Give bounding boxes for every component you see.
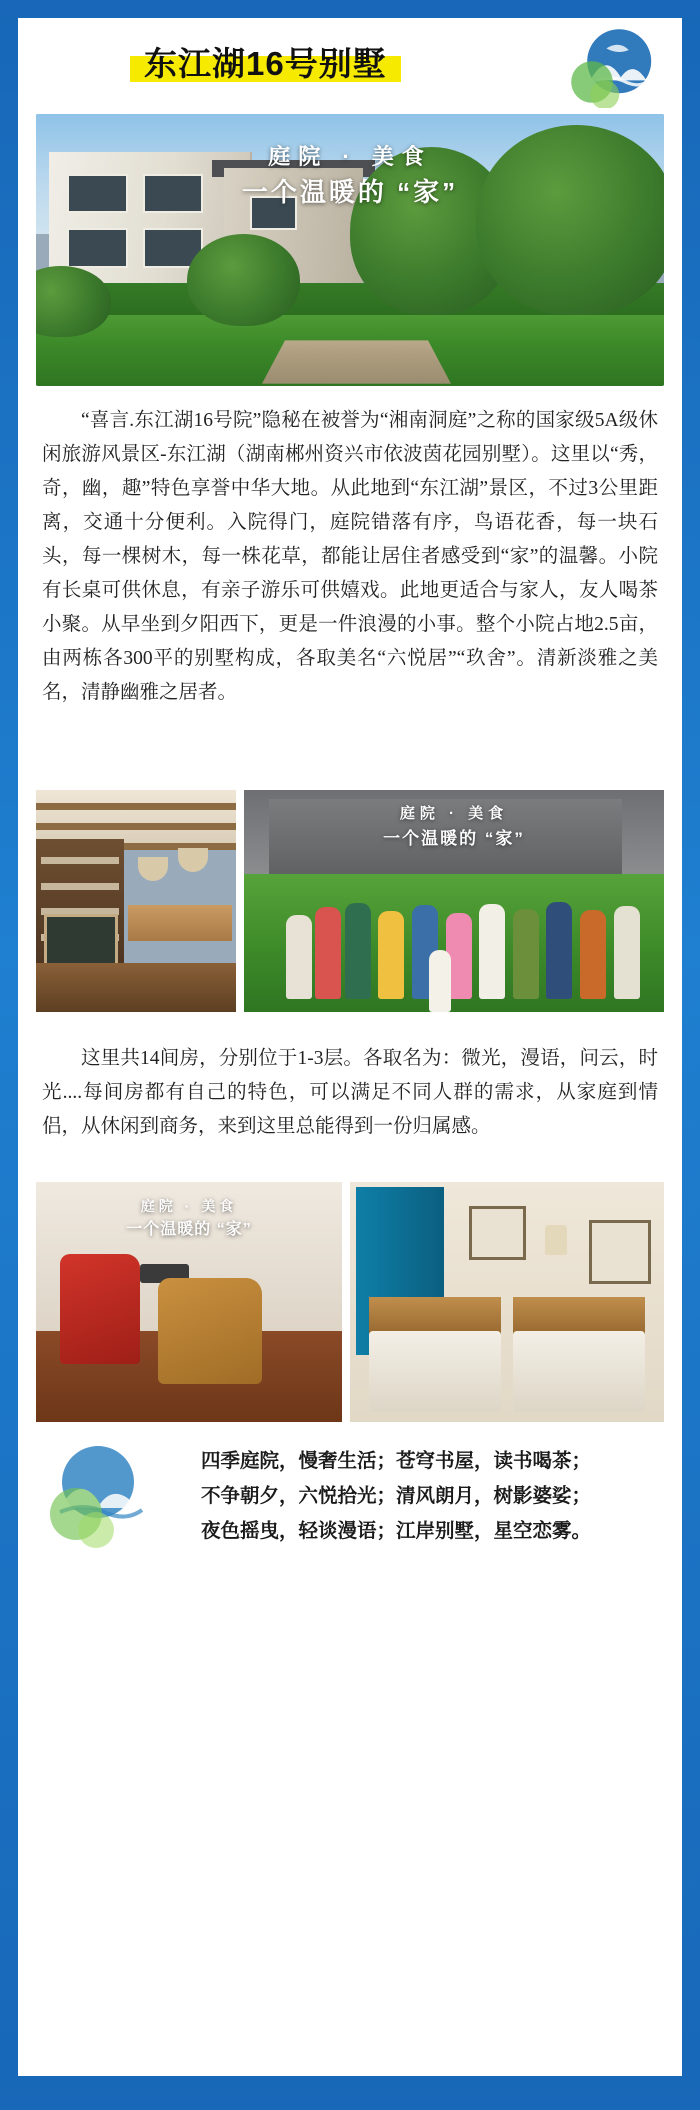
lounge-caption-line2: 一个温暖的 “家” [126,1221,252,1238]
gallery-row-1 [36,790,664,1012]
child-figure [513,909,539,999]
child-figure [546,902,572,999]
hero-shrub [187,234,300,326]
child-figure [580,910,606,999]
hero-window [143,174,204,213]
wall-picture [589,1220,652,1284]
building [269,799,622,879]
wooden-rocking-chair [158,1278,262,1384]
floor [36,963,236,1012]
lawn-caption-line2: 一个温暖的 “家” [383,829,525,848]
long-table [128,905,232,941]
page-title [130,34,401,91]
rooms-paragraph: 这里共14间房，分别位于1-3层。各取名为：微光，漫语，问云，时光....每间房都有自己的特色，可以满足不同人群的需求，从家庭到情侣，从休闲到商务，来到这里总能得到一份归属感。 [42,1048,658,1137]
title-text: 东江湖16号别墅 [144,45,387,82]
hero-caption-line2: 一个温暖的 “家” [241,177,459,207]
intro-paragraph: “喜言.东江湖16号院”隐秘在被誉为“湘南洞庭”之称的国家级5A级休闲旅游风景区-东江湖（湖南郴州资兴市依波茵花园别墅）。这里以“秀，奇，幽，趣”特色享誉中华大地。从此地到“东江湖”景区，不过3公里距离，交通十分便利。入院得门，庭院错落有序，鸟语花香，每一块石头，每一棵树木，每一株花草，都能让居住者感受到“家”的温馨。小院有长桌可供休息，有亲子游乐可供嬉戏。此地更适合与家人，友人喝茶小聚。从早坐到夕阳西下，更是一件浪漫的小事。整个小院占地2.5亩，由两栋各300平的别墅构成，各取美名“六悦居”“玖舍”。清新淡雅之美名，清静幽雅之居者。 [42,410,658,703]
ceiling-beam [36,803,236,810]
bed-headboard [513,1297,645,1335]
book-row [41,883,118,890]
child-figure [614,906,640,999]
hero-window [250,196,298,230]
bed-headboard [369,1297,501,1335]
poster-card [18,18,682,2076]
footer-line: 不争朝夕，六悦拾光；清风朗月，树影婆娑； [200,1486,591,1507]
child-figure [479,904,505,999]
pendant-lamp [178,848,208,872]
red-armchair [60,1254,140,1364]
hero-tree [476,125,664,315]
wall-lamp [545,1225,567,1255]
bed [513,1331,645,1413]
lawn-caption-line1: 庭院 · 美食 [399,805,509,822]
hero-window [67,228,128,267]
children-on-lawn-photo [244,790,664,1012]
ceiling-beam [36,823,236,830]
hero-photo [36,114,664,386]
child-figure [429,950,451,1012]
mountain-lake-logo [560,24,656,108]
poster-header [18,18,682,106]
wall-picture [469,1206,525,1260]
lounge-rocking-chairs-photo [36,1182,342,1422]
hero-path [261,340,451,384]
footer-line: 四季庭院，慢奢生活；苍穹书屋，读书喝茶； [200,1451,591,1472]
gallery-row-2 [36,1182,664,1422]
child-figure [315,907,341,999]
child-figure [378,911,404,999]
footer-line: 夜色摇曳，轻谈漫语；江岸别墅，星空恋雾。 [200,1521,591,1542]
bed [369,1331,501,1413]
twin-bedroom-photo [350,1182,664,1422]
lounge-caption-line1: 庭院 · 美食 [140,1198,238,1214]
footer-slogan-lines [134,1444,658,1549]
book-row [41,857,118,864]
library-reading-room-photo [36,790,236,1012]
hero-window [67,174,128,213]
child-figure [345,903,371,999]
poster-footer [36,1436,664,1612]
child-figure [286,915,312,999]
hero-caption-line1: 庭院 · 美食 [268,144,432,169]
pendant-lamp [138,857,168,881]
